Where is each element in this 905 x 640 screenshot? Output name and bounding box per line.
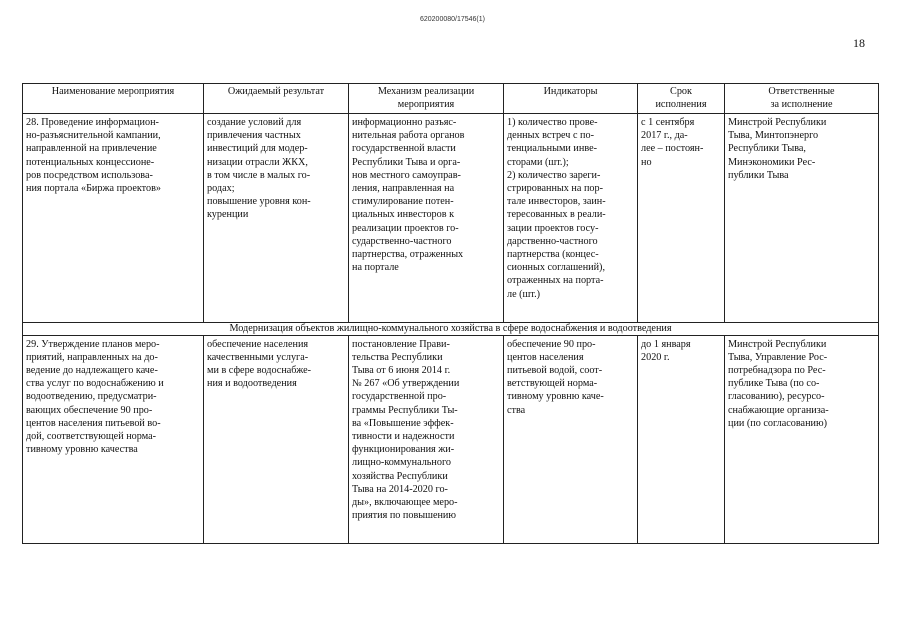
cell-name: 29. Утверждение планов меро- приятий, направленных на до- ведение до надлежащего каче- ства услуг по водоснабжению и водоотведению, предусматри- вающих обеспечение 90 про- центов населения питьевой во- дой, соответствующей норма- тивному уровню качества [23, 335, 204, 543]
table-header-row [23, 84, 879, 114]
cell-deadline: с 1 сентября 2017 г., да- лее – постоян- но [638, 114, 725, 323]
section-row [23, 323, 879, 336]
cell-indicators: 1) количество прове- денных встреч с по- тенциальными инве- сторами (шт.); 2) количество зареги- стрированных на пор- тале инвесторов, заин- тересованных в реали- зации проектов госу- дарственно-частного партнерства (концес- сионных соглашений), отраженных на порта- ле (шт.) [504, 114, 638, 323]
column-header-indicators: Индикаторы [504, 84, 638, 114]
cell-responsible: Минстрой Республики Тыва, Минтопэнерго Республики Тыва, Минэкономики Рес- публики Тыва [725, 114, 879, 323]
cell-mechanism: постановление Прави- тельства Республики Тыва от 6 июня 2014 г. № 267 «Об утверждении государственной про- граммы Республики Ты- ва «Повышение эффек- тивности и надежности функционирования жи- лищно-коммунального хозяйства Республики Тыва на 2014-2020 го- ды», включающее меро- приятия по повышению [349, 335, 504, 543]
measures-table [22, 83, 879, 544]
document-id: 620200080/17546(1) [419, 16, 485, 23]
column-header-responsible: Ответственные за исполнение [725, 84, 879, 114]
table-row [23, 335, 879, 543]
section-title: Модернизация объектов жилищно-коммунального хозяйства в сфере водоснабжения и водоотведения [23, 323, 879, 336]
cell-responsible: Минстрой Республики Тыва, Управление Рос- потребнадзора по Рес- публике Тыва (по со- гласованию), ресурсо- снабжающие организа- ции (по согласованию) [725, 335, 879, 543]
cell-result: создание условий для привлечения частных инвестиций для модер- низации отрасли ЖКХ, в том числе в малых го- родах; повышение уровня кон- куренции [204, 114, 349, 323]
page-number: 18 [853, 36, 865, 50]
column-header-result: Ожидаемый результат [204, 84, 349, 114]
cell-mechanism: информационно разъяс- нительная работа органов государственной власти Республики Тыва и орга- нов местного самоуправ- ления, направленная на стимулирование потен- циальных инвесторов к реализации проектов го- сударственно-частного партнерства, отраженных на портале [349, 114, 504, 323]
column-header-deadline: Срок исполнения [638, 84, 725, 114]
cell-result: обеспечение населения качественными услуга- ми в сфере водоснабже- ния и водоотведения [204, 335, 349, 543]
cell-indicators: обеспечение 90 про- центов населения питьевой водой, соот- ветствующей норма- тивному уровню каче- ства [504, 335, 638, 543]
cell-deadline: до 1 января 2020 г. [638, 335, 725, 543]
column-header-name: Наименование мероприятия [23, 84, 204, 114]
column-header-mechanism: Механизм реализации мероприятия [349, 84, 504, 114]
table-row [23, 114, 879, 323]
cell-name: 28. Проведение информацион- но-разъяснительной кампании, направленной на привлечение потенциальных концессионе- ров посредством использова- ния портала «Биржа проектов» [23, 114, 204, 323]
